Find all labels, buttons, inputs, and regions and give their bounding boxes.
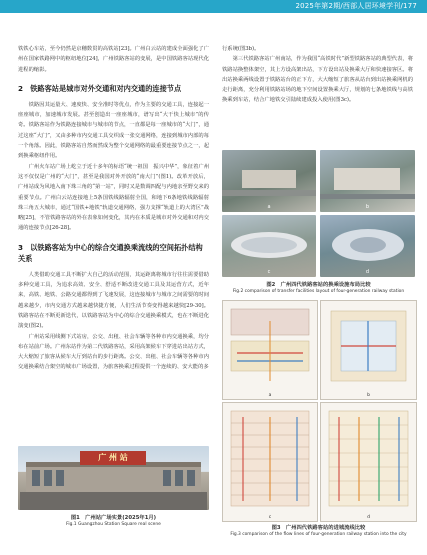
right-column: [222, 44, 413, 106]
section-2-heading: 2 铁路客站是城市对外交通和对内交通的连接节点: [18, 83, 182, 93]
aerial-station-d-illustration: [320, 215, 415, 277]
figure-3-panel-b: [320, 300, 417, 400]
section-3-paragraph: 广州站采用线侧下式站房，公交、出租、社会车辆等各种市内交通换乘，均分布在站前广场。广州东站作为第二代铁路客站，采用高架候车下穿进站出站方式，大大缩短了旅客从候车大厅到站台的步行距离。公交、出租、社会车辆等各种市内交通换乘结合架空的城市广场设置，为旅客换乘过程提供一个连续的、安大能的多: [18, 333, 209, 371]
panel-label: b: [365, 204, 370, 210]
panel-label: d: [365, 269, 370, 275]
flow-plan-c-illustration: [223, 403, 317, 521]
aerial-station-a-illustration: [222, 150, 316, 212]
panel-label: b: [367, 393, 370, 398]
panel-label: d: [367, 515, 370, 520]
figure-1-photo: [18, 446, 209, 510]
left-column: [18, 44, 209, 373]
figure-3-caption: [222, 524, 415, 538]
figure-2-caption-en: Fig.2 comparison of transfer facilities layout of four-generation railway station: [232, 289, 405, 294]
flow-plan-d-illustration: [321, 403, 416, 521]
section-2-paragraph: 广州火车站广场上屹立于近十多年的标语“统一祖国 振兴中华”，象征着广州这不仅仅是广州的“大门”，甚至是我国对外开放的“南大门”(图1)。改革开放后，广州站成为风地入南下珠三角的“第一站”，同时又是数调四配与内地亲至野交来的重要节点。广州白云站连接地上5条国铁线路辐射全国，和地下6条地铁线路辐射珠三角五大城市，通过“国铁+地铁”轨道交通网络，强力支撑“轨道上的大湾区”战略[25]，不管铁路客站的外在表象如何变化，其内在本质是城市对外交通和对内交通的连接节点[26-28]。: [18, 163, 209, 232]
panel-label: a: [268, 393, 272, 398]
figure-2-caption-zh: 图2 广州四代铁路客站的换乘设施布局比较: [266, 282, 371, 288]
figure-2-panel-a: [222, 150, 316, 212]
flow-plan-b-illustration: [321, 301, 416, 399]
right-paragraph: 行系统(图3b)。: [222, 46, 260, 52]
figure-2-caption: [222, 281, 415, 295]
figure-2-panel-c: [222, 215, 316, 277]
flow-plan-a-illustration: [223, 301, 317, 399]
figure-3-caption-zh: 图3 广州四代铁路客站的进城流线比较: [271, 525, 366, 531]
figure-3-panel-c: [222, 402, 318, 522]
panel-label: c: [267, 269, 271, 275]
figure-3-panel-a: [222, 300, 318, 400]
section-2-paragraph: 铁路因其运量大、速度快、安全准时等优点，作为主要的交通工具，连接起一座座城市，加速城市发展。甚至创造出一座座城市，谱写出“大干快上城市”的传奇。铁路客站作为铁路连接城市与城市的节点，一直都是每一座城市的“大门”，通过这座“大门”，又由多种市内交通工具交织成一张交通网络，连接到城市内部的每一个角落。因此，铁路客站自然而然成为整个交通网络的最重要连接节点之一，起到换乘枢纽作用。: [18, 101, 209, 160]
section-3-heading: 3 以铁路客站为中心的综合交通换乘流线的空间拓扑结构关系: [18, 242, 203, 263]
panel-label: c: [268, 515, 272, 520]
figure-1-caption: [18, 514, 209, 528]
right-paragraph: 第三代铁路客站广州南站，作为我国“高铁时代”新型铁路客站的典型代表，将铁路站换整体架空，其上方设高架出站，下方设出站及换乘大厅和快速接客区。将出站换乘两线设置于铁路站台的正下方，大大缩短了旅客从站台到出站换乘网机的走行距离，充分利用铁路站场的地下空间设置换乘大厅，规划的七条地铁线与高铁换乘到车站，结合广地铁交引陆续建成投入使用(图3c)。: [222, 56, 413, 104]
station-sign: 广 州 站: [98, 453, 128, 462]
section-3-paragraph: 人类借助交通工具不断扩大自己的活动范围，其运距离将城市行往往需要借助多种交通工具，为追求高效、安全、舒适不断改进交通工具及其运营方式，近年来，高铁、地铁、公路交通都得到了飞速发展，这连接城市与城市之间需要的时间越来越少，市内交通方式越来越快捷方便，人们生活节奏变得越来越快[29-30]。铁路客站在不断更新迭代，以铁路客站为中心的综合交通换乘模式，也在不断进化演变(图2)。: [18, 271, 209, 330]
figure-3-caption-en: Fig.3 comparison of the flow lines of four-generation railway station into the city: [230, 532, 407, 537]
aerial-station-c-illustration: [222, 215, 316, 277]
figure-2-panel-d: [320, 215, 415, 277]
running-header: 2025年第2期/西部人居环境学刊/177: [295, 2, 417, 10]
figure-2-panel-b: [320, 150, 415, 212]
aerial-station-b-illustration: [320, 150, 415, 212]
intro-paragraph: 铁铁心车站，至今仍然是京穗数贯的高铁站[23]。广州白云站的建成全面强化了广州在国家铁路网中的枢纽地位[24]，广州铁路客站的变展，是中国铁路客站现代化进程的缩影。: [18, 46, 209, 73]
figure-1-caption-en: Fig.1 Guangzhou Station Square real scene: [66, 522, 161, 527]
figure-3-panel-d: [320, 402, 417, 522]
figure-1-caption-zh: 图1 广州站广场实景(2025年1月): [70, 515, 157, 521]
panel-label: a: [267, 204, 271, 210]
